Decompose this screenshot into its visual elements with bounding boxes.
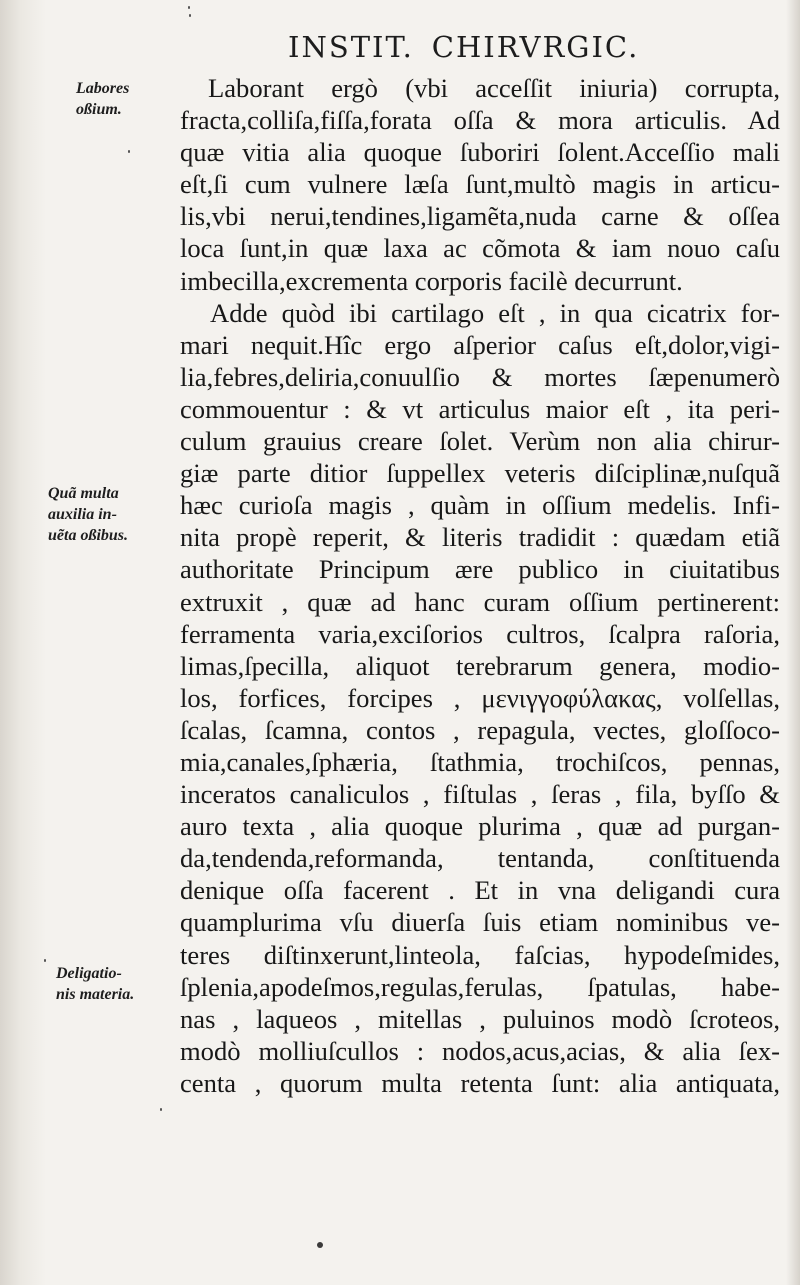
text-line: imbecilla,excrementa corporis facilè decurrunt. (180, 265, 683, 296)
text-line: giæ parte ditior ſuppellex veteris diſciplinæ,nuſquã (180, 458, 780, 489)
text-line: mari nequit.Hîc ergo aſperior caſus eſt,dolor,vigi- (180, 329, 780, 360)
margin-note-line: auxilia in- (48, 506, 117, 523)
running-head (288, 30, 668, 64)
text-line: Laborant ergò (vbi acceſſit iniuria) corrupta, (208, 73, 780, 103)
binding-shadow (0, 0, 46, 1285)
text-line: culum grauius creare ſolet. Verùm non alia chirur- (180, 426, 780, 457)
body-text (180, 72, 780, 1099)
ink-speck (44, 959, 46, 962)
text-line: inceratos canaliculos , fiſtulas , ſeras , fila, byſſo & (180, 779, 780, 810)
text-line: lis,vbi nerui,tendines,ligamẽta,nuda carne & oſſea (180, 201, 780, 232)
text-line: hæc curioſa magis , quàm in oſſium medelis. Infi- (180, 490, 780, 521)
margin-note-auxilia (48, 483, 173, 546)
text-line: nas , laqueos , mitellas , puluinos modò ſcroteos, (180, 1003, 780, 1034)
margin-note-line: oßium. (76, 101, 122, 118)
text-line: extruxit , quæ ad hanc curam oſſium pertinerent: (180, 586, 780, 617)
text-line: eſt,ſi cum vulnere læſa ſunt,multò magis in articu- (180, 169, 780, 200)
ink-speck (188, 6, 190, 9)
text-line: loca ſunt,in quæ laxa ac cõmota & iam nouo caſu (180, 233, 780, 264)
ink-speck (128, 150, 130, 153)
text-line: mia,canales,ſphæria, ſtathmia, trochiſcos, pennas, (180, 746, 780, 777)
text-line: da,tendenda,reformanda, tentanda, conſtituenda (180, 843, 780, 874)
text-line: modò molliuſcullos : nodos,acus,acias, & alia ſex- (180, 1035, 780, 1066)
text-line: ſcalas, ſcamna, contos , repagula, vectes, gloſſoco- (180, 714, 780, 745)
text-line: ferramenta varia,exciſorios cultros, ſcalpra raſoria, (180, 618, 780, 649)
margin-note-deligatio (56, 963, 181, 1005)
text-line: quamplurima vſu diuerſa ſuis etiam nominibus ve- (180, 907, 780, 938)
text-line: teres diſtinxerunt,linteola, faſcias, hypodeſmides, (180, 939, 780, 970)
text-line: lia,febres,deliria,conuulſio & mortes ſæpenumerò (180, 361, 780, 392)
text-line: centa , quorum multa retenta ſunt: alia antiquata, (180, 1067, 780, 1098)
text-line: ſplenia,apodeſmos,regulas,ferulas, ſpatulas, habe- (180, 971, 780, 1002)
text-line: commouentur : & vt articulus maior eſt , ita peri- (180, 393, 780, 424)
page-edge-shadow (786, 0, 800, 1285)
text-line: quæ vitia alia quoque ſuboriri ſolent.Acceſſio mali (180, 137, 780, 168)
ink-speck (160, 1108, 162, 1111)
margin-note-line: Deligatio- (56, 965, 122, 982)
text-line: fracta,colliſa,fiſſa,forata oſſa & mora articulis. Ad (180, 105, 780, 136)
text-line: auro texta , alia quoque plurima , quæ ad purgan- (180, 811, 780, 842)
text-line: authoritate Principum ære publico in ciuitatibus (180, 554, 780, 585)
margin-note-line: nis materia. (56, 986, 135, 1003)
text-line: nita propè reperit, & literis tradidit : quædam etiã (180, 522, 780, 553)
margin-note-line: Quã multa (48, 485, 119, 502)
text-line: los, forfices, forcipes , μενιγγοφύλακας, volſellas, (180, 682, 780, 713)
ink-dot (317, 1242, 323, 1248)
margin-note-line: uẽta oßibus. (48, 527, 129, 544)
ink-speck (189, 14, 191, 17)
text-line: limas,ſpecilla, aliquot terebrarum genera, modio- (180, 650, 780, 681)
running-head-left: INSTIT. (288, 30, 414, 64)
text-line: Adde quòd ibi cartilago eſt , in qua cicatrix for- (210, 297, 780, 328)
text-line: denique oſſa facerent . Et in vna deligandi cura (180, 875, 780, 906)
running-head-right: CHIRVRGIC. (431, 30, 640, 64)
margin-note-line: Labores (76, 80, 130, 97)
